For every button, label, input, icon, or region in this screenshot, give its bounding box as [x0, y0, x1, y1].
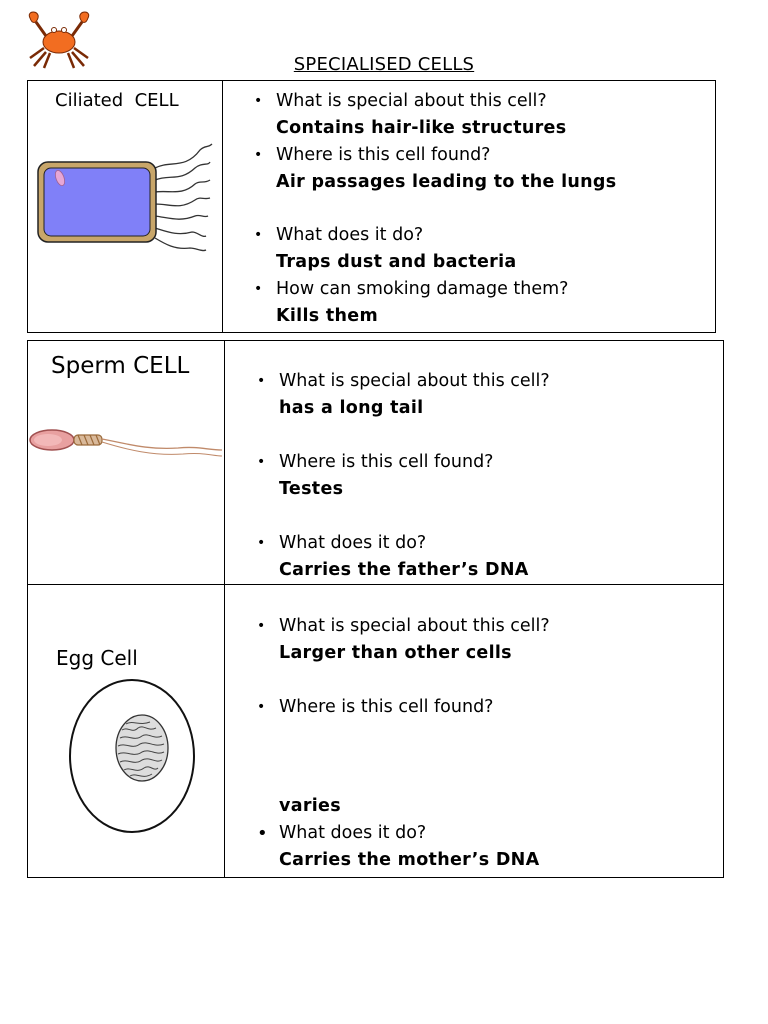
bullet-icon: • — [257, 618, 266, 634]
sperm-qa-list — [255, 368, 550, 584]
answer-text: Carries the father’s DNA — [279, 560, 529, 580]
question-text: What does it do? — [279, 533, 427, 553]
answer-text: Larger than other cells — [279, 643, 512, 663]
question-text: Where is this cell found? — [279, 452, 494, 472]
list-item — [255, 530, 550, 584]
egg-cell-diagram — [66, 678, 198, 836]
ciliated-qa-list — [252, 88, 616, 330]
question-text: Where is this cell found? — [276, 145, 491, 165]
answer-text: Kills them — [276, 306, 378, 326]
question-text: What does it do? — [279, 823, 427, 843]
answer-text: has a long tail — [279, 398, 424, 418]
egg-qa-list — [255, 613, 550, 874]
bullet-icon: • — [257, 373, 266, 389]
sperm-cell-diagram — [28, 420, 224, 464]
answer-text: Testes — [279, 479, 344, 499]
cell-name-ciliated: Ciliated CELL — [55, 90, 179, 111]
cell-name-egg: Egg Cell — [56, 646, 138, 670]
question-text: What is special about this cell? — [279, 616, 550, 636]
question-text: Where is this cell found? — [279, 697, 494, 717]
page-title: SPECIALISED CELLS — [293, 54, 475, 75]
answer-text: Carries the mother’s DNA — [279, 850, 540, 870]
bullet-icon: • — [254, 93, 263, 109]
list-item — [255, 613, 550, 667]
question-text: What is special about this cell? — [276, 91, 547, 111]
bullet-icon: • — [254, 227, 263, 243]
answer-text: Air passages leading to the lungs — [276, 172, 617, 192]
ciliated-cell-diagram — [30, 140, 220, 255]
question-text: What is special about this cell? — [279, 371, 550, 391]
bullet-icon: • — [257, 535, 266, 551]
bullet-icon: • — [254, 147, 263, 163]
bullet-icon: • — [254, 281, 263, 297]
list-item — [255, 694, 550, 820]
question-text: How can smoking damage them? — [276, 279, 569, 299]
answer-text: varies — [279, 796, 341, 816]
bullet-icon: • — [257, 454, 266, 470]
cell-name-sperm: Sperm CELL — [51, 353, 190, 379]
question-text: What does it do? — [276, 225, 424, 245]
answer-text: Traps dust and bacteria — [276, 252, 517, 272]
bullet-icon: • — [257, 823, 268, 844]
list-item — [255, 449, 550, 503]
list-item — [255, 820, 550, 874]
list-item — [252, 276, 616, 330]
bullet-icon: • — [257, 699, 266, 715]
answer-text: Contains hair-like structures — [276, 118, 567, 138]
list-item — [252, 88, 616, 142]
list-item — [252, 222, 616, 276]
list-item — [255, 368, 550, 422]
list-item — [252, 142, 616, 196]
